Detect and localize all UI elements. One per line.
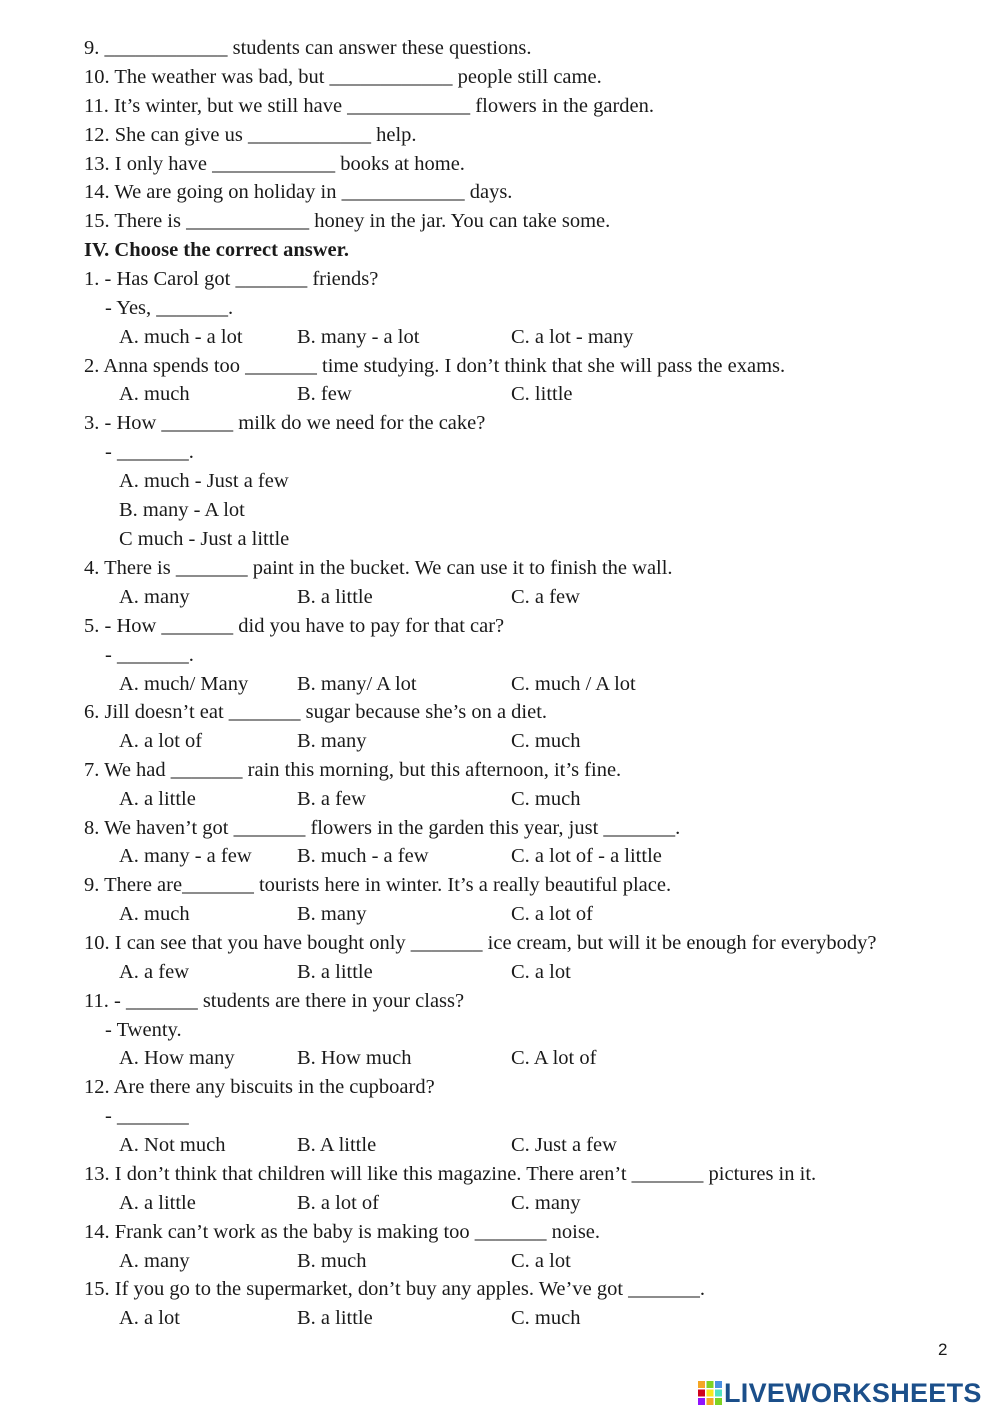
question-stem: 7. We had _______ rain this morning, but this afternoon, it’s fine. (84, 759, 622, 781)
question-stem: 15. If you go to the supermarket, don’t buy any apples. We’ve got _______. (84, 1278, 706, 1300)
option-b[interactable]: B. many/ A lot (297, 673, 417, 695)
option-a[interactable]: A. much (119, 383, 190, 405)
brand-name: LIVEWORKSHEETS (724, 1377, 982, 1408)
fill-in-item: 15. There is ____________ honey in the jar. You can take some. (84, 210, 611, 232)
question-stem: 1. - Has Carol got _______ friends? (84, 268, 379, 290)
option-c[interactable]: C. much (511, 788, 581, 810)
option-b[interactable]: B. many - a lot (297, 326, 420, 348)
option-a[interactable]: A. How many (119, 1047, 235, 1069)
option-b[interactable]: B. few (297, 383, 352, 405)
question-stem: 10. I can see that you have bought only _______ ice cream, but will it be enough for everybody? (84, 932, 877, 954)
option-b[interactable]: B. a few (297, 788, 366, 810)
option-c[interactable]: C. a few (511, 586, 580, 608)
option-c[interactable]: C. little (511, 383, 573, 405)
option-b[interactable]: B. a little (297, 1307, 373, 1329)
option-a[interactable]: A. a lot (119, 1307, 180, 1329)
option-c[interactable]: C. a lot (511, 961, 571, 983)
fill-in-item: 14. We are going on holiday in ____________ days. (84, 181, 513, 203)
option-a[interactable]: A. a lot of (119, 730, 203, 752)
fill-in-item: 9. ____________ students can answer these questions. (84, 37, 532, 59)
option-c[interactable]: C much - Just a little (119, 528, 290, 550)
option-a[interactable]: A. a little (119, 788, 196, 810)
option-b[interactable]: B. a lot of (297, 1192, 379, 1214)
question-stem: 3. - How _______ milk do we need for the cake? (84, 412, 486, 434)
question-stem: 14. Frank can’t work as the baby is making too _______ noise. (84, 1221, 601, 1243)
question-reply: - Twenty. (105, 1019, 182, 1041)
option-c[interactable]: C. a lot (511, 1250, 571, 1272)
option-a[interactable]: A. many - a few (119, 845, 252, 867)
option-c[interactable]: C. A lot of (511, 1047, 597, 1069)
question-stem: 2. Anna spends too _______ time studying. I don’t think that she will pass the exams. (84, 355, 786, 377)
option-a[interactable]: A. many (119, 1250, 190, 1272)
fill-in-item: 10. The weather was bad, but ____________ people still came. (84, 66, 602, 88)
option-b[interactable]: B. a little (297, 961, 373, 983)
question-stem: 6. Jill doesn’t eat _______ sugar because she’s on a diet. (84, 701, 548, 723)
option-c[interactable]: C. Just a few (511, 1134, 617, 1156)
option-c[interactable]: C. much / A lot (511, 673, 636, 695)
question-reply: - Yes, _______. (105, 297, 234, 319)
option-b[interactable]: B. many (297, 903, 367, 925)
option-a[interactable]: A. much (119, 903, 190, 925)
question-stem: 9. There are_______ tourists here in winter. It’s a really beautiful place. (84, 874, 672, 896)
option-b[interactable]: B. How much (297, 1047, 412, 1069)
question-reply: - _______ (105, 1105, 189, 1127)
option-c[interactable]: C. many (511, 1192, 581, 1214)
option-c[interactable]: C. a lot of - a little (511, 845, 662, 867)
question-stem: 8. We haven’t got _______ flowers in the garden this year, just _______. (84, 817, 681, 839)
liveworksheets-branding[interactable] (698, 1378, 982, 1408)
option-c[interactable]: C. a lot - many (511, 326, 634, 348)
liveworksheets-logo-icon (698, 1381, 722, 1405)
fill-in-item: 12. She can give us ____________ help. (84, 124, 417, 146)
option-a[interactable]: A. Not much (119, 1134, 226, 1156)
option-b[interactable]: B. many - A lot (119, 499, 245, 521)
option-a[interactable]: A. much/ Many (119, 673, 249, 695)
question-stem: 12. Are there any biscuits in the cupboard? (84, 1076, 435, 1098)
option-a[interactable]: A. a few (119, 961, 190, 983)
option-a[interactable]: A. a little (119, 1192, 196, 1214)
option-b[interactable]: B. much (297, 1250, 367, 1272)
option-a[interactable]: A. many (119, 586, 190, 608)
question-stem: 11. - _______ students are there in your class? (84, 990, 465, 1012)
option-a[interactable]: A. much - a lot (119, 326, 243, 348)
option-c[interactable]: C. much (511, 1307, 581, 1329)
question-stem: 13. I don’t think that children will like this magazine. There aren’t _______ pictures in it. (84, 1163, 817, 1185)
option-b[interactable]: B. A little (297, 1134, 377, 1156)
page-number: 2 (938, 1340, 948, 1359)
question-stem: 4. There is _______ paint in the bucket. We can use it to finish the wall. (84, 557, 673, 579)
option-b[interactable]: B. many (297, 730, 367, 752)
section-heading: IV. Choose the correct answer. (84, 239, 349, 261)
fill-in-item: 11. It’s winter, but we still have ____________ flowers in the garden. (84, 95, 655, 117)
option-c[interactable]: C. a lot of (511, 903, 593, 925)
option-c[interactable]: C. much (511, 730, 581, 752)
question-reply: - _______. (105, 644, 194, 666)
question-stem: 5. - How _______ did you have to pay for that car? (84, 615, 505, 637)
option-a[interactable]: A. much - Just a few (119, 470, 289, 492)
option-b[interactable]: B. much - a few (297, 845, 429, 867)
option-b[interactable]: B. a little (297, 586, 373, 608)
question-reply: - _______. (105, 441, 194, 463)
fill-in-item: 13. I only have ____________ books at home. (84, 153, 465, 175)
